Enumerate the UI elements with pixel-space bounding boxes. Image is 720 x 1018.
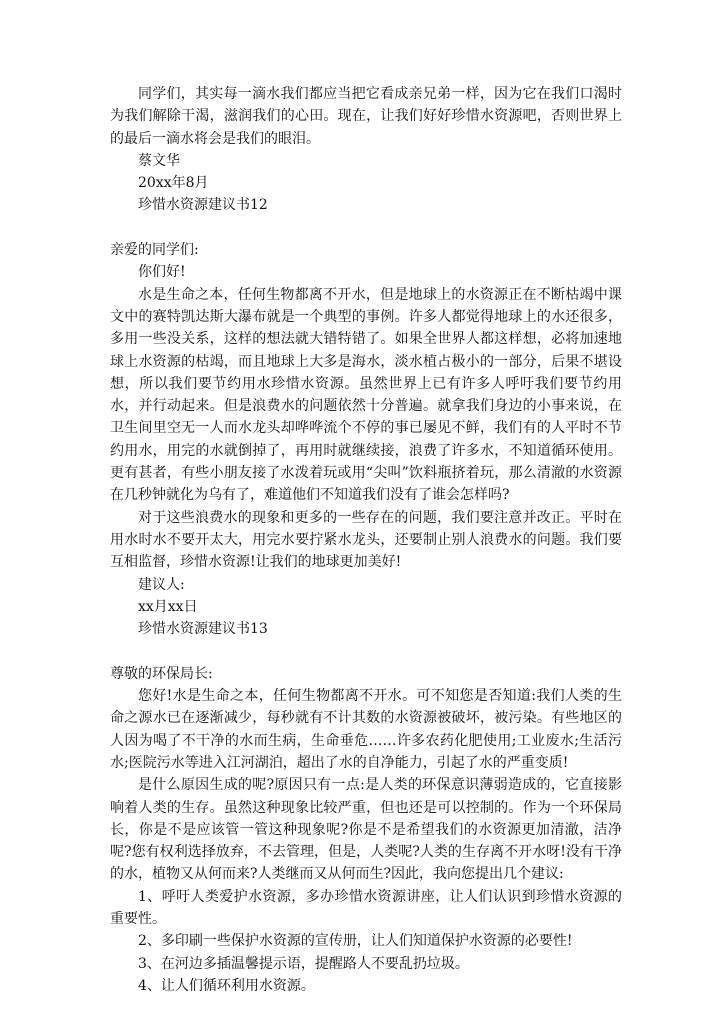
section-title-12: 珍惜水资源建议书12 [138,197,268,214]
signer-name: 蔡文华 [138,152,180,169]
salutation-13: 尊敬的环保局长: [110,665,213,682]
body-paragraph-12-1: 水是生命之本，任何生物都离不开水，但是地球上的水资源正在不断枯竭中课文中的赛特凯达斯大瀑布就是一个典型的事例。许多人都觉得地球上的水还很多，多用一些没关系，这样的想法就大错特错了。如果全世界人都这样想，必将加速地球上水资源的枯竭，而且地球上大多是海水，淡水植占极小的一部分，后果不堪设想，所以我们要节约用水珍惜水资源。虽然世界上已有许多人呼吁我们要节约用水，并行动起来。但是浪费水的问题依然十分普遍。就拿我们身边的小事来说，在卫生间里空无一人而水龙头却哗哗流个不停的事已屡见不鲜，我们有的人平时不节约用水，用完的水就倒掉了，再用时就继续接，浪费了许多水，不知道循环使用。更有甚者，有些小朋友接了水泼着玩或用“尖叫”饮料瓶挤着玩，那么清澈的水资源在几秒钟就化为乌有了，难道他们不知道我们没有了谁会怎样吗? [110,286,622,504]
suggestion-item-2: 2、多印刷一些保护水资源的宣传册，让人们知道保护水资源的必要性! [138,933,573,950]
body-paragraph-13-2: 是什么原因生成的呢?原因只有一点:是人类的环保意识薄弱造成的，它直接影响着人类的生存。虽然这种现象比较严重，但也还是可以控制的。作为一个环保局长，你是不是应该管一管这种现象呢?你是不是希望我们的水资源更加清澈，洁净呢?您有权利选择放弃，不去管理，但是，人类呢?人类的生存离不开水呀!没有干净的水，植物又从何而来?人类继而又从何而生?因此，我向您提出几个建议: [110,777,622,883]
body-paragraph-12-2: 对于这些浪费水的现象和更多的一些存在的问题，我们要注意并改正。平时在用水时水不要开太大，用完水要拧紧水龙头，还要制止别人浪费水的问题。我们要互相监督，珍惜水资源!让我们的地球更加美好! [110,509,622,571]
signer-label-12: 建议人: [138,576,185,593]
closing-paragraph: 同学们，其实每一滴水我们都应当把它看成亲兄弟一样，因为它在我们口渴时为我们解除干渴，滋润我们的心田。现在，让我们好好珍惜水资源吧，否则世界上的最后一滴水将会是我们的眼泪。 [110,86,622,147]
blank-line [110,217,622,239]
blank-line [110,640,622,662]
body-paragraph-13-1: 您好!水是生命之本，任何生物都离不开水。可不知您是否知道:我们人类的生命之源水已在逐渐减少，每秒就有不计其数的水资源被破坏，被污染。有些地区的人因为喝了不干净的水而生病，生命垂危……许多农药化肥使用;工业废水;生活污水;医院污水等进入江河湖泊，超出了水的自净能力，引起了水的严重变质! [110,688,622,771]
greeting-12: 你们好! [138,264,186,281]
suggestion-item-1: 1、呼吁人类爱护水资源，多办珍惜水资源讲座，让人们认识到珍惜水资源的重要性。 [110,888,622,927]
suggestion-item-3: 3、在河边多插温馨提示语，提醒路人不要乱扔垃圾。 [138,955,469,972]
date-12: xx月xx日 [138,598,198,615]
letter-date: 20xx年8月 [138,175,209,192]
salutation-12: 亲爱的同学们: [110,242,199,259]
document-page [110,83,622,997]
section-title-13: 珍惜水资源建议书13 [138,621,268,638]
suggestion-item-4: 4、让人们循环利用水资源。 [138,977,315,994]
